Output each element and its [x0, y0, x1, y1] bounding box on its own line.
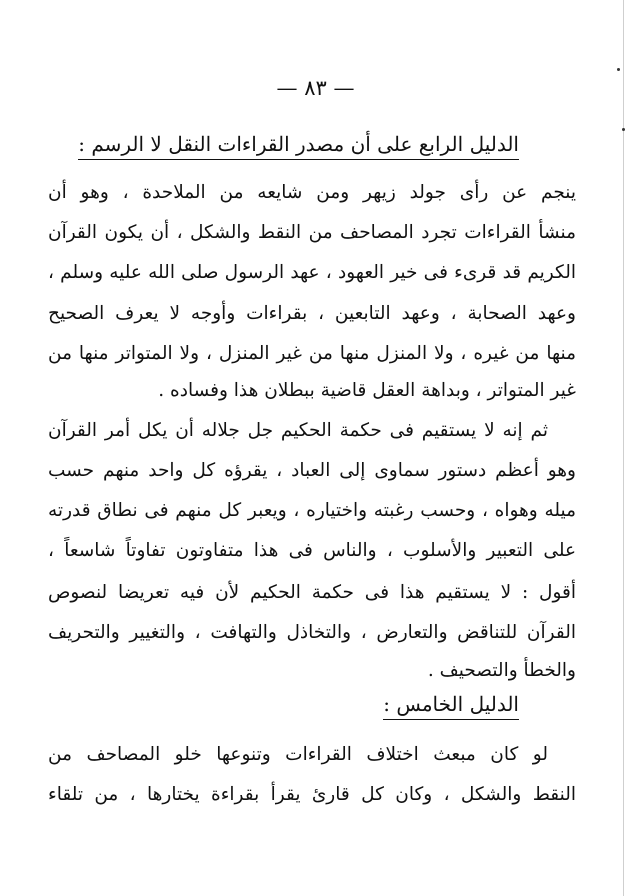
text-line: الكريم قد قرىء فى خير العهود ، عهد الرسول صلى الله عليه وسلم ، — [48, 262, 576, 283]
text-line: ثم إنه لا يستقيم فى حكمة الحكيم جل جلاله أن يكل أمر القرآن — [48, 420, 548, 441]
text-line: منشأ القراءات تجرد المصاحف من النقط والشكل ، أن يكون القرآن — [48, 222, 576, 243]
page-edge-line — [623, 0, 624, 896]
text-line: وعهد الصحابة ، وعهد التابعين ، بقراءات وأوجه لا يعرف الصحيح — [48, 303, 576, 324]
section-heading-fifth-proof — [383, 692, 519, 716]
section-heading-fourth-proof-text: الدليل الرابع على أن مصدر القراءات النقل لا الرسم : — [78, 132, 519, 160]
page-number: — ٨٣ — — [276, 76, 355, 100]
text-line: غير المتواتر ، وبداهة العقل قاضية ببطلان هذا وفساده . — [158, 380, 576, 401]
text-line: أقول : لا يستقيم هذا فى حكمة الحكيم لأن فيه تعريضا لنصوص — [48, 582, 576, 603]
text-line: منها من غيره ، ولا المنزل منها من غير المنزل ، ولا المتواتر منها من — [48, 343, 576, 364]
scan-speck — [622, 128, 625, 131]
text-line: لو كان مبعث اختلاف القراءات وتنوعها خلو المصاحف من — [48, 744, 548, 765]
section-heading-fourth-proof — [78, 132, 519, 156]
text-line: ميله وهواه ، وحسب رغبته واختياره ، ويعبر كل منهم فى نطاق قدرته — [48, 500, 576, 521]
section-heading-fifth-proof-text: الدليل الخامس : — [383, 692, 519, 720]
text-line: القرآن للتناقض والتعارض ، والتخاذل والتهافت ، والتغيير والتحريف — [48, 622, 576, 643]
text-line: النقط والشكل ، وكان كل قارئ يقرأ بقراءة يختارها ، من تلقاء — [48, 784, 576, 805]
text-line: على التعبير والأسلوب ، والناس فى هذا متفاوتون تفاوتاً شاسعاً ، — [48, 540, 576, 561]
scan-speck — [617, 68, 620, 71]
text-line: ينجم عن رأى جولد زيهر ومن شايعه من الملاحدة ، وهو أن — [48, 182, 576, 203]
text-line: وهو أعظم دستور سماوى إلى العباد ، يقرؤه كل واحد منهم حسب — [48, 460, 576, 481]
text-line: والخطأ والتصحيف . — [427, 660, 576, 681]
